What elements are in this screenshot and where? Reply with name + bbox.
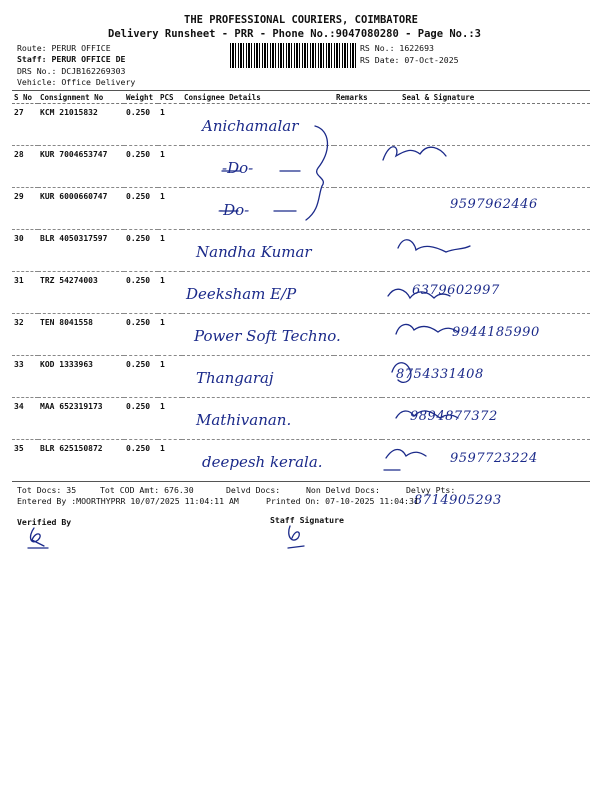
handwritten-phone: 9944185990 (452, 325, 540, 340)
staff-signature-label: Staff Signature (270, 515, 344, 525)
handwritten-phone: 9597962446 (450, 197, 538, 212)
consignment-number-cell: BLR 625150872 (38, 440, 124, 482)
pieces-cell: 1 (158, 272, 182, 314)
weight-cell: 0.250 (124, 230, 158, 272)
table-header-row (12, 91, 590, 104)
consignment-number-cell: KUR 7004653747 (38, 146, 124, 188)
weight-cell: 0.250 (124, 440, 158, 482)
total-docs: Tot Docs: 35 (17, 485, 77, 495)
staff-label: Staff: PERUR OFFICE DE (17, 54, 126, 64)
remarks-cell (334, 356, 382, 398)
consignee-cell (182, 398, 334, 440)
table-row (12, 188, 590, 230)
serial-number-cell: 33 (12, 356, 38, 398)
consignment-number-cell: KOD 1333963 (38, 356, 124, 398)
rs-date: RS Date: 07-Oct-2025 (360, 55, 459, 65)
company-title: THE PROFESSIONAL COURIERS, COIMBATORE (184, 14, 418, 26)
serial-number-cell: 31 (12, 272, 38, 314)
weight-cell: 0.250 (124, 188, 158, 230)
remarks-cell (334, 146, 382, 188)
pieces-cell: 1 (158, 188, 182, 230)
column-header: PCS (158, 91, 182, 104)
barcode (230, 43, 356, 68)
remarks-cell (334, 230, 382, 272)
handwritten-consignee: Thangaraj (196, 369, 274, 387)
consignee-cell (182, 188, 334, 230)
handwritten-consignee: Mathivanan. (196, 411, 292, 429)
remarks-cell (334, 398, 382, 440)
runsheet-subtitle: Delivery Runsheet - PRR - Phone No.:9047080280 - Page No.:3 (108, 28, 481, 40)
weight-cell: 0.250 (124, 356, 158, 398)
serial-number-cell: 27 (12, 104, 38, 146)
consignment-number-cell: TRZ 54274003 (38, 272, 124, 314)
handwritten-consignee: Anichamalar (202, 117, 299, 135)
weight-cell: 0.250 (124, 314, 158, 356)
seal-signature-cell (382, 146, 590, 188)
seal-signature-cell (382, 230, 590, 272)
vehicle-label: Vehicle: Office Delivery (17, 77, 136, 87)
consignment-number-cell: MAA 652319173 (38, 398, 124, 440)
remarks-cell (334, 104, 382, 146)
pieces-cell: 1 (158, 230, 182, 272)
weight-cell: 0.250 (124, 398, 158, 440)
consignee-cell (182, 440, 334, 482)
handwritten-phone: 9894877372 (410, 409, 498, 424)
total-cod-amount: Tot COD Amt: 676.30 (100, 485, 194, 495)
serial-number-cell: 34 (12, 398, 38, 440)
column-header: Weight (124, 91, 158, 104)
route-label: Route: PERUR OFFICE (17, 43, 111, 53)
delivery-points: Delvy Pts: (406, 485, 456, 495)
delivered-docs: Delvd Docs: (226, 485, 281, 495)
handwritten-consignee: Deeksham E/P (186, 285, 297, 303)
table-row (12, 440, 590, 482)
consignee-cell (182, 314, 334, 356)
handwritten-consignee: -Do- (222, 159, 254, 177)
handwritten-consignee: deepesh kerala. (202, 453, 323, 471)
consignee-cell (182, 104, 334, 146)
table-row (12, 314, 590, 356)
seal-signature-cell (382, 440, 590, 482)
handwritten-consignee: Power Soft Techno. (194, 327, 341, 345)
consignment-number-cell: KCM 21015832 (38, 104, 124, 146)
serial-number-cell: 35 (12, 440, 38, 482)
seal-signature-cell (382, 104, 590, 146)
runsheet-table (12, 90, 590, 482)
seal-signature-cell (382, 272, 590, 314)
remarks-cell (334, 314, 382, 356)
consignee-cell (182, 356, 334, 398)
serial-number-cell: 28 (12, 146, 38, 188)
remarks-cell (334, 272, 382, 314)
staff-signature (288, 526, 304, 548)
non-delivered-docs: Non Delvd Docs: (306, 485, 380, 495)
consignee-cell (182, 230, 334, 272)
consignment-number-cell: TEN 8041558 (38, 314, 124, 356)
remarks-cell (334, 440, 382, 482)
weight-cell: 0.250 (124, 272, 158, 314)
pieces-cell: 1 (158, 398, 182, 440)
table-row (12, 398, 590, 440)
seal-signature-cell (382, 314, 590, 356)
remarks-cell (334, 188, 382, 230)
entered-by: Entered By :MOORTHYPRR 10/07/2025 11:04:11 AM (17, 496, 239, 506)
handwritten-consignee: -Do- (218, 201, 250, 219)
column-header: Consignee Details (182, 91, 334, 104)
table-row (12, 146, 590, 188)
rs-number: RS No.: 1622693 (360, 43, 434, 53)
pieces-cell: 1 (158, 104, 182, 146)
table-row (12, 356, 590, 398)
handwritten-phone: 9597723224 (450, 451, 538, 466)
table-row (12, 230, 590, 272)
pieces-cell: 1 (158, 356, 182, 398)
seal-signature-cell (382, 398, 590, 440)
pieces-cell: 1 (158, 440, 182, 482)
table-row (12, 272, 590, 314)
handwritten-consignee: Nandha Kumar (196, 243, 312, 261)
drs-label: DRS No.: DCJB162269303 (17, 66, 126, 76)
column-header: Consignment No (38, 91, 124, 104)
handwritten-phone: 8754331408 (396, 367, 484, 382)
column-header: Seal & Signature (382, 91, 590, 104)
consignment-number-cell: KUR 6000660747 (38, 188, 124, 230)
handwritten-phone: 8714905293 (414, 493, 502, 508)
serial-number-cell: 32 (12, 314, 38, 356)
consignment-number-cell: BLR 4050317597 (38, 230, 124, 272)
column-header: Remarks (334, 91, 382, 104)
table-row (12, 104, 590, 146)
consignee-cell (182, 272, 334, 314)
pieces-cell: 1 (158, 314, 182, 356)
weight-cell: 0.250 (124, 104, 158, 146)
weight-cell: 0.250 (124, 146, 158, 188)
seal-signature-cell (382, 356, 590, 398)
handwritten-phone: 6379602997 (412, 283, 500, 298)
column-header: S No (12, 91, 38, 104)
serial-number-cell: 29 (12, 188, 38, 230)
verified-by-label: Verified By (17, 517, 72, 527)
serial-number-cell: 30 (12, 230, 38, 272)
verified-by-signature (28, 528, 48, 548)
seal-signature-cell (382, 188, 590, 230)
consignee-cell (182, 146, 334, 188)
printed-on: Printed On: 07-10-2025 11:04:31 (266, 496, 419, 506)
pieces-cell: 1 (158, 146, 182, 188)
